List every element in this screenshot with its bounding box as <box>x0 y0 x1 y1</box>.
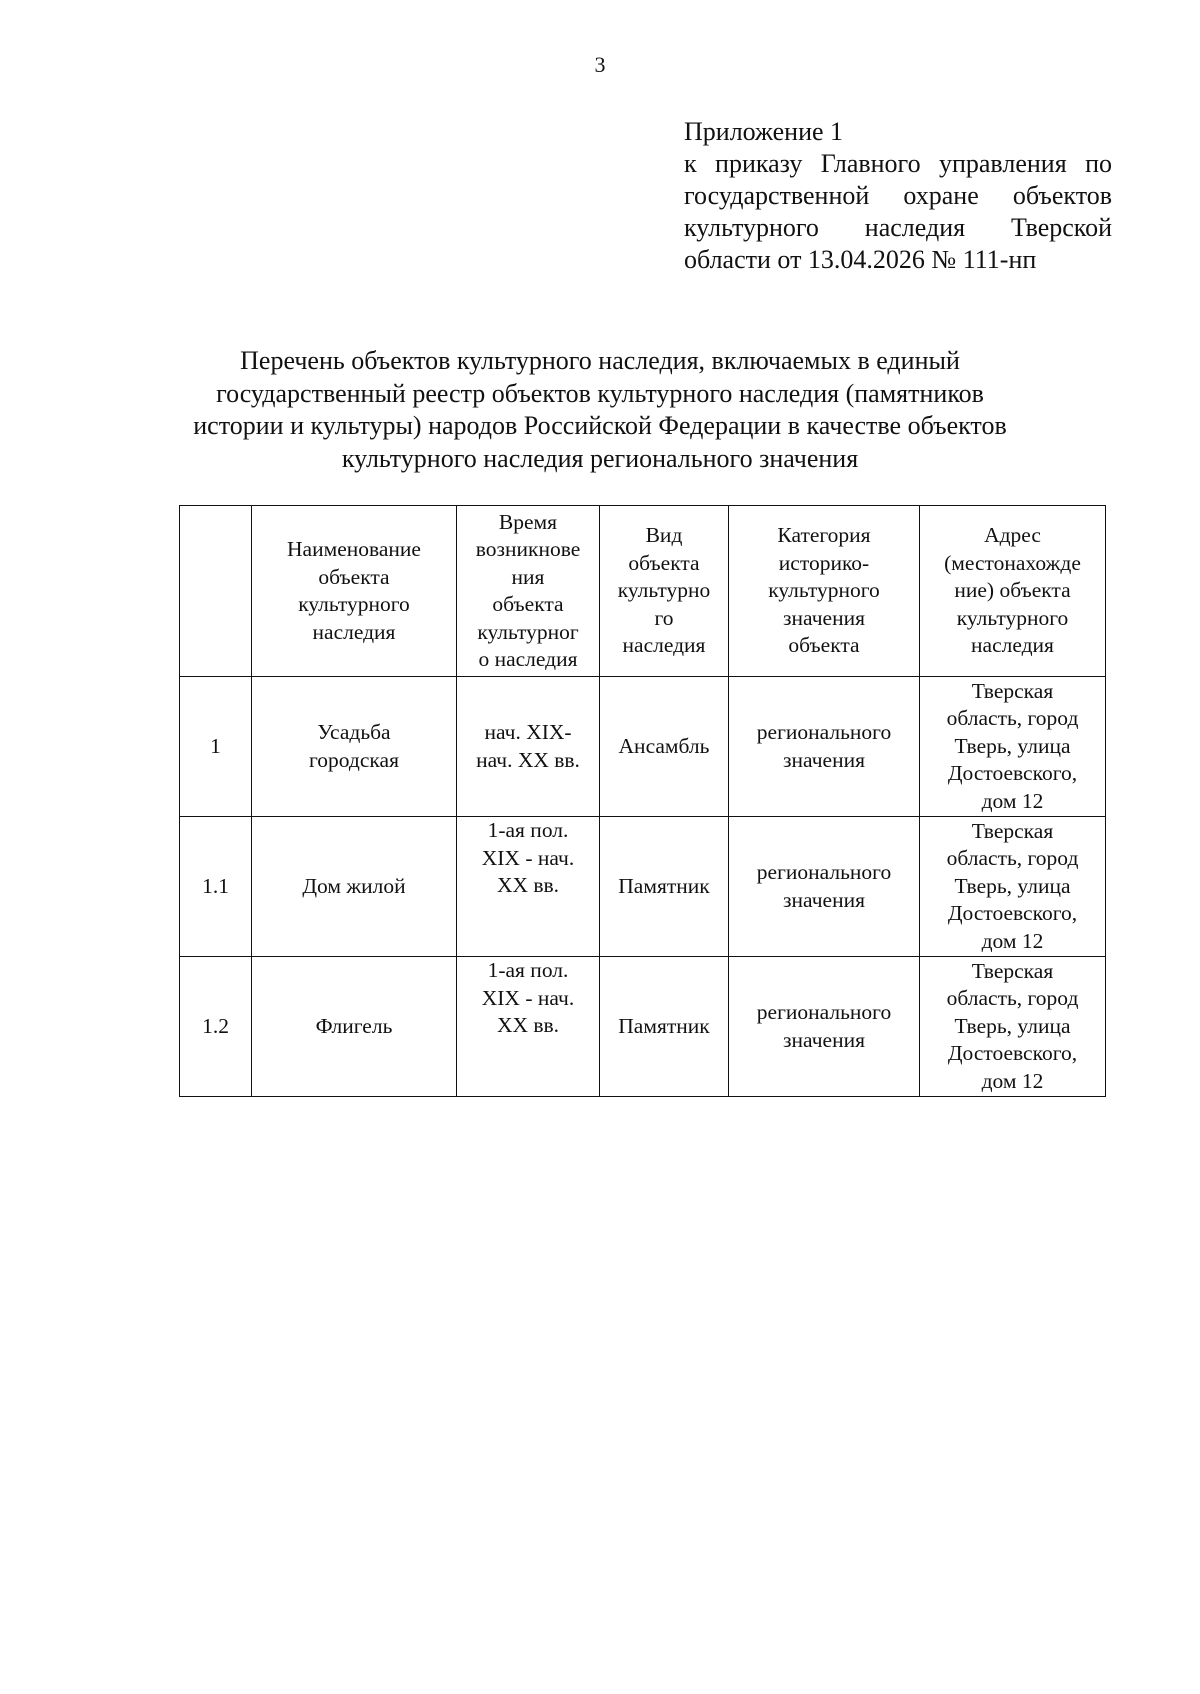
heritage-objects-table <box>179 505 1106 1097</box>
cell-number: 1.2 <box>180 957 252 1097</box>
cell-address: Тверская область, город Тверь, улица Достоевского, дом 12 <box>920 677 1106 817</box>
title-line: культурного наследия регионального значения <box>341 443 859 473</box>
cell-name: Дом жилой <box>252 817 457 957</box>
cell-type: Памятник <box>600 957 729 1097</box>
cell-name: Флигель <box>252 957 457 1097</box>
cell-type: Ансамбль <box>600 677 729 817</box>
cell-number: 1 <box>180 677 252 817</box>
cell-address: Тверская область, город Тверь, улица Достоевского, дом 12 <box>920 957 1106 1097</box>
cell-category: регионального значения <box>729 677 920 817</box>
appendix-line: государственной охране объектов <box>684 181 1112 210</box>
appendix-block <box>684 116 1112 276</box>
header-number <box>180 506 252 677</box>
cell-category: регионального значения <box>729 817 920 957</box>
table-header-row <box>180 506 1106 677</box>
document-title <box>160 345 1040 475</box>
title-line: Перечень объектов культурного наследия, включаемых в единый <box>240 346 960 375</box>
cell-name: Усадьба городская <box>252 677 457 817</box>
header-address: Адрес (местонахожде ние) объекта культурного наследия <box>920 506 1106 677</box>
table-row <box>180 817 1106 957</box>
table-row <box>180 957 1106 1097</box>
header-name: Наименование объекта культурного наследия <box>252 506 457 677</box>
appendix-line: области от 13.04.2026 № 111-нп <box>684 245 1037 274</box>
cell-number: 1.1 <box>180 817 252 957</box>
appendix-line: Приложение 1 <box>684 117 844 146</box>
cell-type: Памятник <box>600 817 729 957</box>
table-row <box>180 677 1106 817</box>
cell-category: регионального значения <box>729 957 920 1097</box>
page-number: 3 <box>594 52 606 77</box>
header-period: Время возникнове ния объекта культурног о наследия <box>457 506 600 677</box>
cell-period: 1-ая пол. XIX - нач. XX вв. <box>457 817 600 957</box>
cell-period: нач. XIX- нач. XX вв. <box>457 677 600 817</box>
title-line: истории и культуры) народов Российской Федерации в качестве объектов <box>193 411 1007 440</box>
header-category: Категория историко- культурного значения объекта <box>729 506 920 677</box>
header-type: Вид объекта культурно го наследия <box>600 506 729 677</box>
cell-address: Тверская область, город Тверь, улица Достоевского, дом 12 <box>920 817 1106 957</box>
appendix-line: к приказу Главного управления по <box>684 149 1112 178</box>
cell-period: 1-ая пол. XIX - нач. XX вв. <box>457 957 600 1097</box>
appendix-line: культурного наследия Тверской <box>684 213 1112 242</box>
title-line: государственный реестр объектов культурного наследия (памятников <box>216 378 984 408</box>
